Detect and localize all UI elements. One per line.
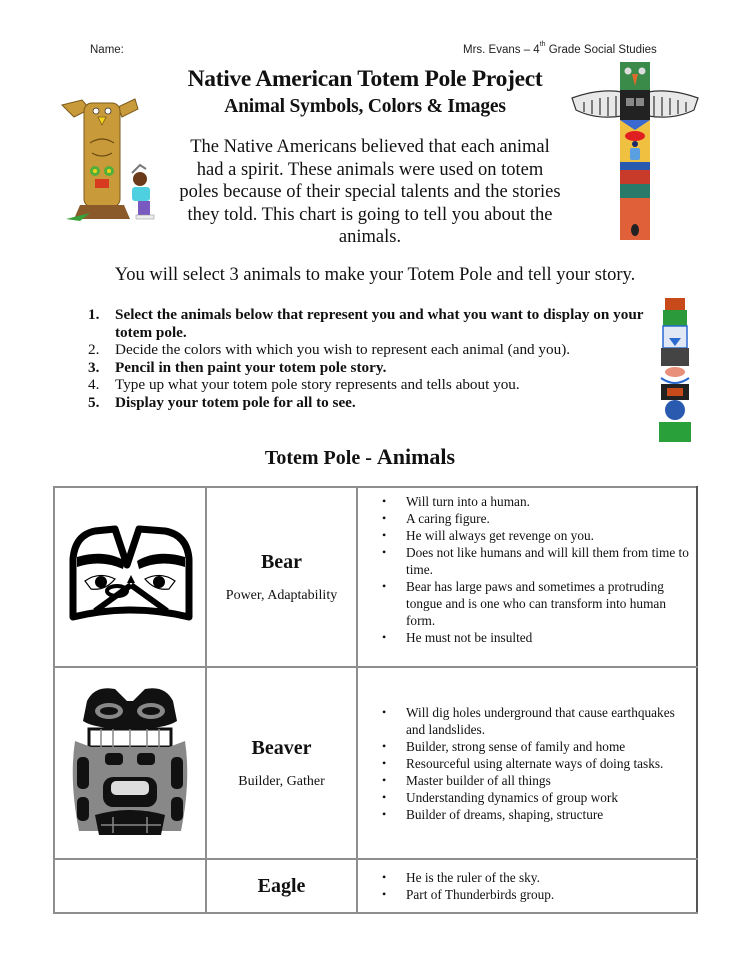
- step-item: [88, 306, 648, 341]
- step-number: 1.: [88, 306, 100, 323]
- step-number: 2.: [88, 341, 100, 358]
- fact-item: [382, 738, 692, 755]
- fact-text: Bear has large paws and sometimes a protruding tongue and is one who can transform into human form.: [406, 578, 666, 628]
- animal-name-cell: [206, 487, 357, 667]
- step-text: Display your totem pole for all to see.: [115, 393, 356, 411]
- bullet-icon: •: [382, 578, 387, 593]
- animal-facts-cell: [357, 667, 697, 859]
- fact-text: Does not like humans and will kill them from time to time.: [406, 544, 689, 577]
- bullet-icon: •: [382, 493, 387, 508]
- bullet-icon: •: [382, 629, 387, 644]
- intro-paragraph: [162, 136, 578, 249]
- fact-text: He is the ruler of the sky.: [406, 870, 540, 885]
- beaver-formline-icon: [65, 681, 195, 841]
- name-label: Name:: [90, 44, 124, 56]
- fact-text: A caring figure.: [406, 510, 490, 526]
- teacher-prefix: Mrs. Evans – 4: [463, 44, 540, 56]
- intro-line: they told. This chart is going to tell you about the: [187, 204, 553, 225]
- step-text: Select the animals below that represent you and what you want to display on your totem pole.: [115, 306, 644, 341]
- step-item: [88, 341, 648, 359]
- intro-line: poles because of their special talents and the stories: [179, 182, 561, 202]
- fact-item: [382, 806, 692, 823]
- select-instruction: You will select 3 animals to make your Totem Pole and tell your story.: [114, 265, 636, 285]
- animal-traits: Builder, Gather: [238, 773, 325, 789]
- fact-text: Part of Thunderbirds group.: [406, 887, 555, 902]
- step-item: [88, 359, 648, 377]
- fact-item: [382, 527, 692, 544]
- section-title-part: Animals: [376, 444, 456, 469]
- animal-facts-cell: [357, 859, 697, 913]
- fact-text: Resourceful using alternate ways of doing tasks.: [406, 755, 664, 771]
- animals-table: [53, 486, 698, 914]
- step-text: Decide the colors with which you wish to represent each animal (and you).: [115, 341, 571, 358]
- fact-item: [382, 493, 692, 510]
- fact-item: [382, 704, 692, 738]
- animal-image-cell: [54, 487, 206, 667]
- fact-item: [382, 510, 692, 527]
- fact-item: [382, 886, 692, 903]
- animal-name: Bear: [260, 550, 303, 573]
- fact-text: He will always get revenge on you.: [406, 527, 594, 543]
- step-item: [88, 394, 648, 412]
- bullet-icon: •: [382, 806, 387, 821]
- table-row-eagle: [54, 859, 697, 913]
- fact-text: Master builder of all things: [406, 772, 551, 788]
- page-subtitle: Animal Symbols, Colors & Images: [224, 96, 506, 117]
- section-title-part: Totem Pole -: [264, 447, 377, 469]
- step-text: Pencil in then paint your totem pole story.: [115, 358, 387, 376]
- animal-name-cell: [206, 667, 357, 859]
- step-number: 4.: [88, 376, 100, 393]
- bullet-icon: •: [382, 527, 387, 542]
- page-title: Native American Totem Pole Project: [187, 66, 543, 92]
- bullet-icon: •: [382, 870, 387, 884]
- animal-name: Beaver: [251, 736, 312, 759]
- fact-text: Will dig holes underground that cause earthquakes and landslides.: [406, 704, 675, 737]
- ordinal-suffix: th: [539, 41, 546, 48]
- animal-facts-cell: [357, 487, 697, 667]
- step-number: 3.: [88, 358, 100, 376]
- fact-text: Builder, strong sense of family and home: [406, 738, 626, 754]
- step-number: 5.: [88, 393, 100, 411]
- fact-item: [382, 629, 692, 646]
- fact-text: He must not be insulted: [406, 629, 533, 645]
- bullet-icon: •: [382, 789, 387, 804]
- fact-item: [382, 578, 692, 629]
- animal-facts-list: [358, 865, 696, 907]
- bullet-icon: •: [382, 510, 387, 525]
- teacher-class-label: [463, 41, 657, 56]
- animal-facts-list: [358, 493, 696, 650]
- fact-text: Builder of dreams, shaping, structure: [406, 806, 604, 822]
- fact-item: [382, 789, 692, 806]
- bullet-icon: •: [382, 738, 387, 753]
- table-row-bear: [54, 487, 697, 667]
- fact-item: [382, 772, 692, 789]
- fact-text: Will turn into a human.: [406, 493, 530, 509]
- animal-name-cell: [206, 859, 357, 913]
- fact-text: Understanding dynamics of group work: [406, 789, 618, 805]
- step-item: [88, 376, 648, 394]
- fact-item: [382, 869, 692, 886]
- animal-image-cell: [54, 859, 206, 913]
- teacher-suffix: Grade Social Studies: [545, 44, 657, 56]
- fact-item: [382, 755, 692, 772]
- step-text: Type up what your totem pole story represents and tells about you.: [115, 376, 520, 393]
- animal-facts-list: [358, 700, 696, 827]
- intro-line: animals.: [338, 227, 402, 247]
- steps-list: [88, 306, 648, 411]
- bullet-icon: •: [382, 887, 387, 901]
- bullet-icon: •: [382, 772, 387, 787]
- bullet-icon: •: [382, 755, 387, 770]
- bullet-icon: •: [382, 544, 387, 559]
- intro-line: The Native Americans believed that each animal: [190, 137, 550, 157]
- animal-name: Eagle: [257, 874, 306, 897]
- animal-image-cell: [54, 667, 206, 859]
- bear-formline-icon: [65, 519, 195, 631]
- small-totem-clipart: [653, 298, 697, 444]
- bullet-icon: •: [382, 704, 387, 719]
- table-row-beaver: [54, 667, 697, 859]
- animal-traits: Power, Adaptability: [225, 587, 338, 603]
- intro-line: had a spirit. These animals were used on totem: [196, 159, 544, 180]
- fact-item: [382, 544, 692, 578]
- section-title: [200, 444, 520, 470]
